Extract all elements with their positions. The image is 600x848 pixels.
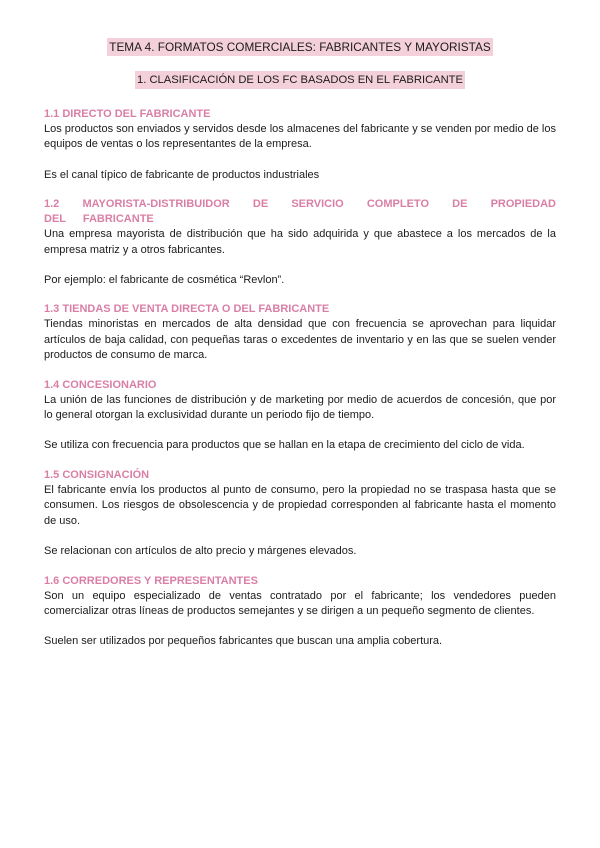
paragraph: Se relacionan con artículos de alto precio y márgenes elevados. (44, 545, 357, 558)
section-heading: 1.5 CONSIGNACIÓN (44, 468, 150, 481)
section-consignacion (44, 468, 556, 560)
section-heading: 1.6 CORREDORES Y REPRESENTANTES (44, 574, 258, 587)
paragraph: Tiendas minoristas en mercados de alta densidad que con frecuencia se aprovechan para liquidar artículos de baja calidad, con pequeñas taras o excedentes de inventario y en las que se suelen vender productos de consumo de marca. (44, 318, 556, 362)
paragraph: El fabricante envía los productos al punto de consumo, pero la propiedad no se traspasa hasta que se consumen. Los riesgos de obsolescencia y de propiedad corresponden al fabricante hasta el momento de uso. (44, 483, 556, 527)
section-title: 1. CLASIFICACIÓN DE LOS FC BASADOS EN EL FABRICANTE (135, 71, 465, 89)
subtitle-block (44, 70, 556, 89)
section-mayorista (44, 197, 556, 288)
section-concesionario (44, 378, 556, 454)
paragraph: Es el canal típico de fabricante de productos industriales (44, 168, 320, 181)
paragraph: La unión de las funciones de distribución y de marketing por medio de acuerdos de concesión, que por lo general otorgan la exclusividad durante un periodo fijo de tiempo. (44, 393, 556, 422)
section-heading: 1.4 CONCESIONARIO (44, 378, 157, 391)
section-heading: 1.1 DIRECTO DEL FABRICANTE (44, 108, 211, 120)
section-corredores (44, 574, 556, 650)
section-tiendas (44, 302, 556, 363)
section-directo (44, 107, 556, 183)
paragraph: Son un equipo especializado de ventas contratado por el fabricante; los vendedores pueden comercializar otras líneas de productos semejantes y se dirigen a un pequeño segmento de clientes. (44, 589, 556, 617)
paragraph: Una empresa mayorista de distribución que ha sido adquirida y que abastece a los mercados de la empresa matriz y a otros fabricantes. (44, 228, 556, 256)
paragraph: Los productos son enviados y servidos desde los almacenes del fabricante y se venden por medio de los equipos de ventas o los representantes de la empresa. (44, 123, 556, 151)
paragraph: Se utiliza con frecuencia para productos que se hallan en la etapa de crecimiento del ciclo de vida. (44, 439, 525, 452)
page-title: TEMA 4. FORMATOS COMERCIALES: FABRICANTES Y MAYORISTAS (109, 40, 491, 54)
title-block (44, 38, 556, 56)
section-heading: 1.2 MAYORISTA-DISTRIBUIDOR DE SERVICIO COMPLETO DE PROPIEDAD DEL FABRICANTE (44, 198, 556, 226)
section-heading: 1.3 TIENDAS DE VENTA DIRECTA O DEL FABRICANTE (44, 303, 330, 316)
paragraph: Suelen ser utilizados por pequeños fabricantes que buscan una amplia cobertura. (44, 635, 443, 648)
paragraph: Por ejemplo: el fabricante de cosmética “Revlon”. (44, 274, 285, 287)
